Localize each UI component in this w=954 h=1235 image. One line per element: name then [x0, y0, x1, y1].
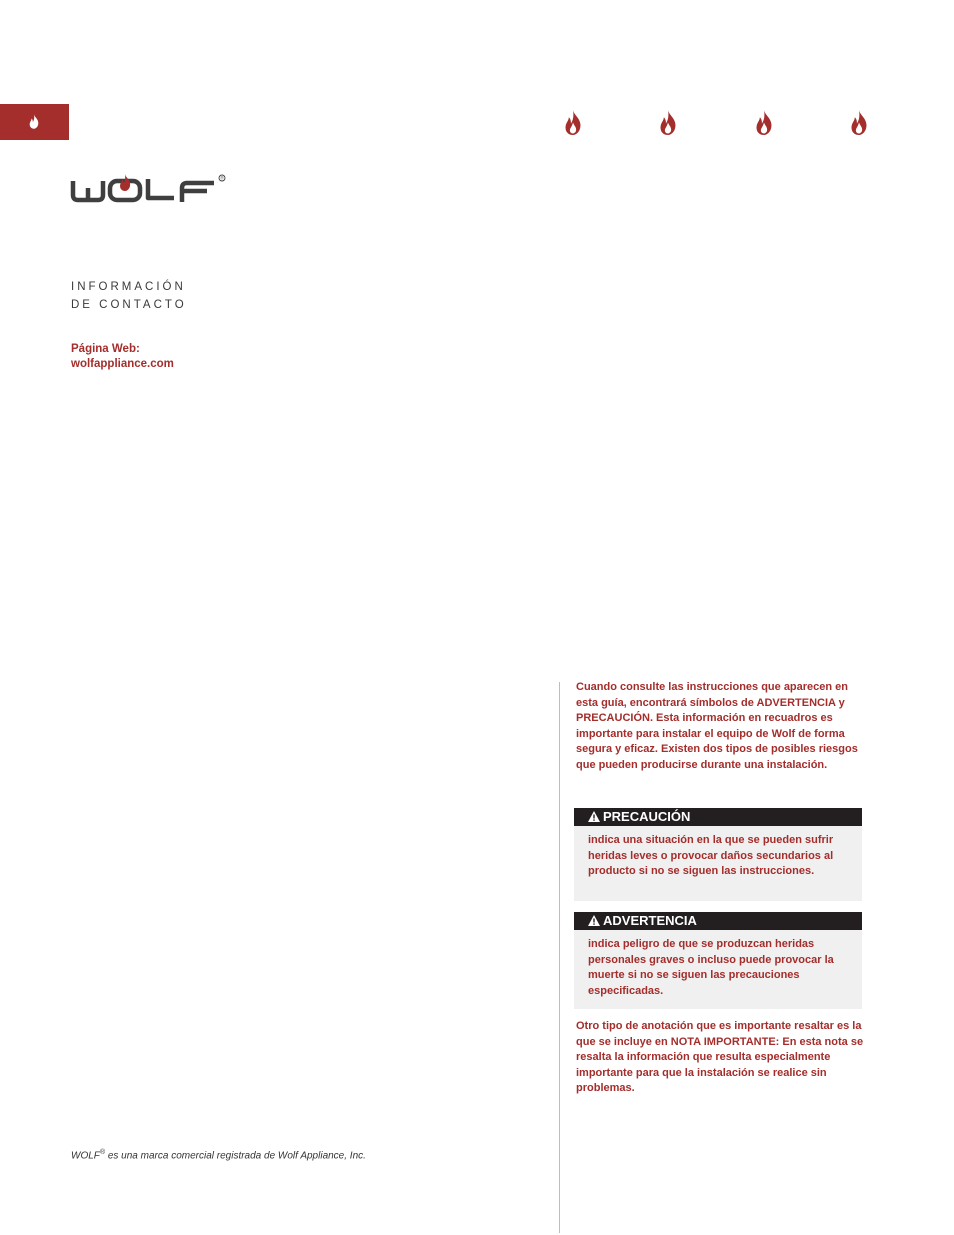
web-label: Página Web: — [71, 343, 140, 355]
contact-web — [71, 342, 174, 372]
caution-header — [574, 808, 862, 826]
wolf-logo — [70, 172, 226, 204]
flame-icon — [562, 110, 584, 135]
section-tab — [0, 104, 69, 140]
column-divider — [559, 682, 560, 1233]
warning-triangle-icon — [588, 811, 600, 822]
trademark-text: es una marca comercial registrada de Wolf Appliance, Inc. — [105, 1150, 366, 1162]
flame-icon — [848, 110, 870, 135]
warning-title: ADVERTENCIA — [603, 913, 697, 928]
flame-icon — [657, 110, 679, 135]
note-paragraph: Otro tipo de anotación que es importante resaltar es la que se incluye en NOTA IMPORTANTE: En esta nota se resalta la información que resulta especialmente importante para que la instalación se realice sin problemas. — [576, 1020, 864, 1095]
caution-body: indica una situación en la que se pueden sufrir heridas leves o provocar daños secundarios al producto si no se siguen las instrucciones. — [574, 826, 862, 901]
contact-heading — [71, 278, 187, 314]
trademark-symbol: ® — [99, 1149, 106, 1156]
flame-icon — [28, 114, 40, 129]
contact-heading-line1: INFORMACIÓN — [71, 281, 186, 293]
intro-paragraph: Cuando consulte las instrucciones que aparecen en esta guía, encontrará símbolos de ADVERTENCIA y PRECAUCIÓN. Esta información en recuadros es importante para instalar el equipo de Wolf de forma segura y eficaz. Existen dos tipos de posibles riesgos que pueden producirse durante una instalación. — [576, 681, 858, 771]
trademark-brand: WOLF — [71, 1150, 100, 1162]
web-url-link[interactable]: wolfappliance.com — [71, 358, 174, 370]
contact-heading-line2: DE CONTACTO — [71, 299, 187, 311]
trademark-notice — [71, 1149, 366, 1161]
warning-header — [574, 912, 862, 930]
flame-icon — [753, 110, 775, 135]
warning-body: indica peligro de que se produzcan heridas personales graves o incluso puede provocar la muerte si no se siguen las precauciones especificadas. — [574, 930, 862, 1009]
caution-title: PRECAUCIÓN — [603, 809, 691, 824]
registered-mark: ® — [220, 175, 224, 181]
warning-triangle-icon — [588, 915, 600, 926]
